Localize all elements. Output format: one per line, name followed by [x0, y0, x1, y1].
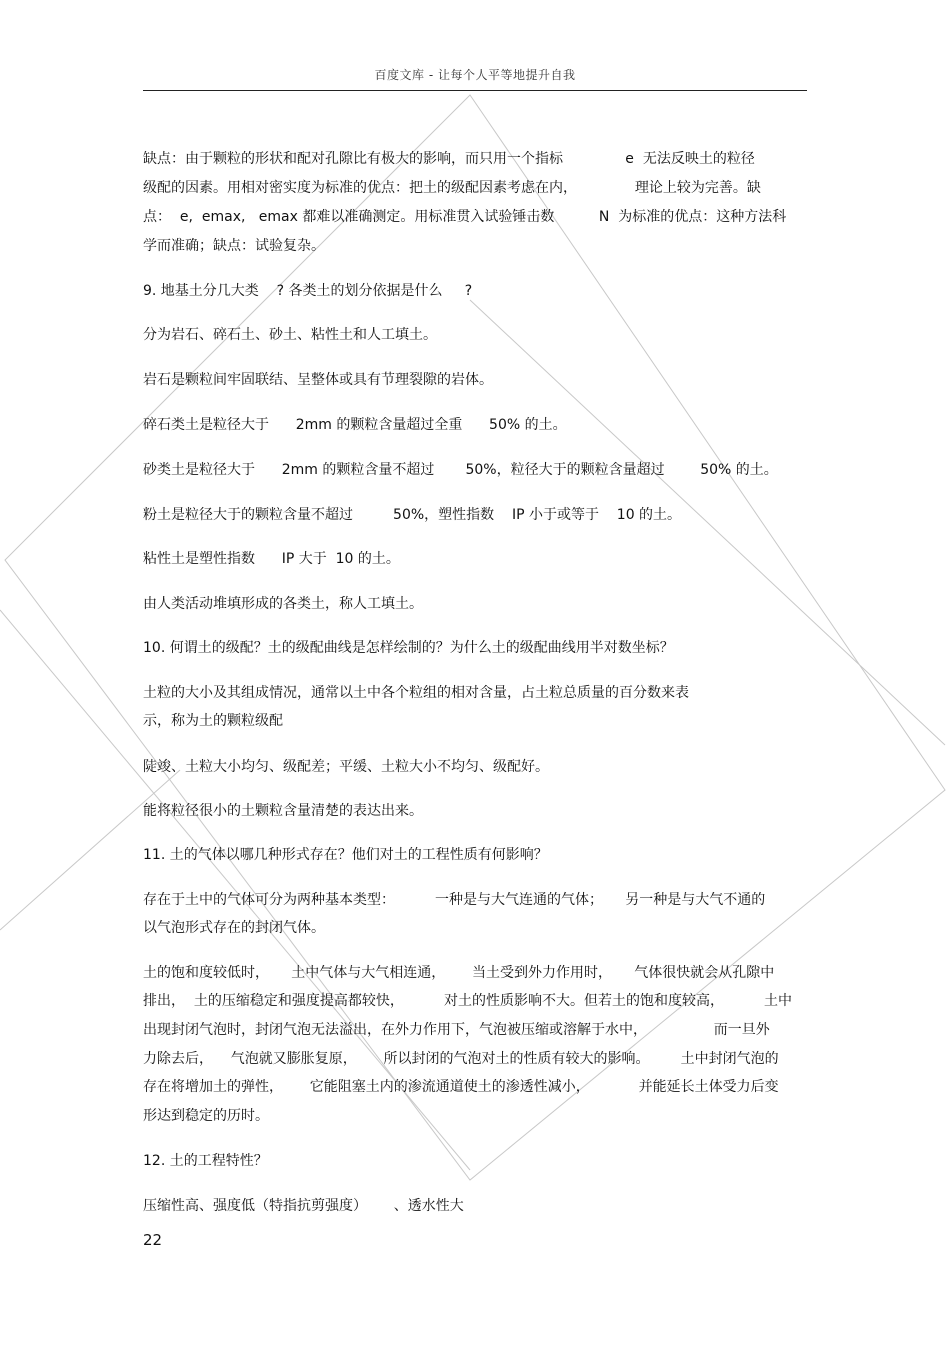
- body-line: 粘性土是塑性指数 IP 大于 10 的土。: [143, 551, 400, 567]
- body-line: 陡竣、土粒大小均匀、级配差；平缓、土粒大小不均匀、级配好。: [143, 759, 549, 775]
- body-line: 存在于土中的气体可分为两种基本类型： 一种是与大气连通的气体； 另一种是与大气不通的: [143, 892, 766, 908]
- body-line: 砂类土是粒径大于 2mm 的颗粒含量不超过 50%，粒径大于的颗粒含量超过 50% 的土。: [143, 462, 778, 478]
- body-line: 形达到稳定的历时。: [143, 1108, 269, 1124]
- body-line: 由人类活动堆填形成的各类土，称人工填土。: [143, 596, 423, 612]
- body-line: 岩石是颗粒间牢固联结、呈整体或具有节理裂隙的岩体。: [143, 372, 493, 388]
- question-heading: 12. 土的工程特性？: [143, 1153, 268, 1169]
- page-number: 22: [143, 1231, 163, 1249]
- question-heading: 9. 地基土分几大类 ? 各类土的划分依据是什么 ?: [143, 283, 473, 299]
- body-line: 级配的因素。用相对密实度为标准的优点：把土的级配因素考虑在内， 理论上较为完善。缺: [143, 180, 761, 196]
- body-line: 以气泡形式存在的封闭气体。: [143, 920, 325, 936]
- question-heading: 10. 何谓土的级配？土的级配曲线是怎样绘制的？为什么土的级配曲线用半对数坐标？: [143, 640, 674, 656]
- body-line: 分为岩石、碎石土、砂土、粘性土和人工填土。: [143, 327, 437, 343]
- body-line: 能将粒径很小的土颗粒含量清楚的表达出来。: [143, 803, 423, 819]
- header-separator: -: [424, 68, 438, 82]
- header-divider: [143, 90, 807, 91]
- body-line: 碎石类土是粒径大于 2mm 的颗粒含量超过全重 50% 的土。: [143, 417, 567, 433]
- body-line: 排出， 土的压缩稳定和强度提高都较快， 对土的性质影响不大。但若土的饱和度较高， 土中: [143, 993, 793, 1009]
- body-line: 压缩性高、强度低（特指抗剪强度） 、透水性大: [143, 1198, 464, 1214]
- header-site-name: 百度文库: [374, 68, 425, 82]
- body-line: 土粒的大小及其组成情况，通常以土中各个粒组的相对含量，占土粒总质量的百分数来表: [143, 685, 689, 701]
- body-line: 示，称为土的颗粒级配: [143, 713, 283, 729]
- watermark-outer-diamond: [5, 95, 945, 1180]
- body-line: 粉土是粒径大于的颗粒含量不超过 50%，塑性指数 IP 小于或等于 10 的土。: [143, 507, 682, 523]
- body-line: 缺点：由于颗粒的形状和配对孔隙比有极大的影响，而只用一个指标 e 无法反映土的粒径: [143, 151, 755, 167]
- page-header: [143, 66, 807, 83]
- body-line: 出现封闭气泡时，封闭气泡无法溢出，在外力作用下，气泡被压缩或溶解于水中， 而一旦外: [143, 1022, 770, 1038]
- body-line: 力除去后， 气泡就又膨胀复原， 所以封闭的气泡对土的性质有较大的影响。 土中封闭气泡的: [143, 1051, 779, 1067]
- body-line: 存在将增加土的弹性， 它能阻塞土内的渗流通道使土的渗透性减小， 并能延长土体受力后变: [143, 1079, 779, 1095]
- body-line: 土的饱和度较低时， 土中气体与大气相连通， 当土受到外力作用时， 气体很快就会从孔隙中: [143, 965, 775, 981]
- question-heading: 11. 土的气体以哪几种形式存在？他们对土的工程性质有何影响？: [143, 847, 548, 863]
- header-slogan: 让每个人平等地提升自我: [437, 68, 576, 82]
- body-line: 学而准确；缺点：试验复杂。: [143, 238, 325, 254]
- body-line: 点： e, emax, emax 都难以准确测定。用标准贯入试验锤击数 N 为标准的优点：这种方法科: [143, 209, 787, 225]
